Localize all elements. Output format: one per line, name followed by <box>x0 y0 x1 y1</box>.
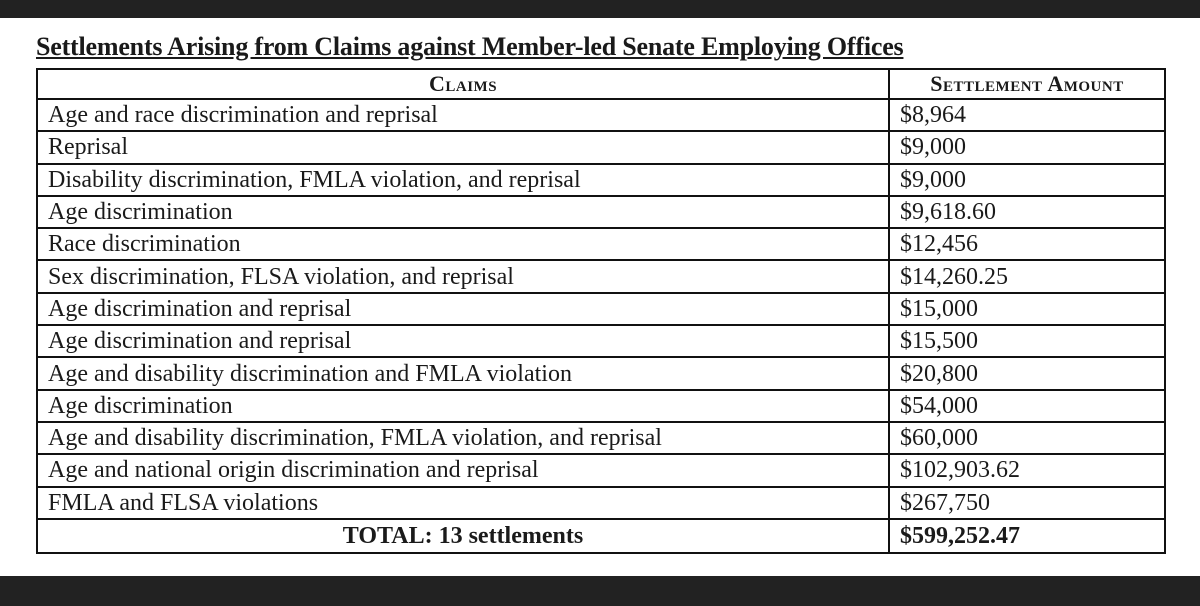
table-row <box>37 228 1165 260</box>
claim-cell: Age discrimination <box>37 390 889 422</box>
amount-cell: $15,500 <box>889 325 1165 357</box>
claim-cell: Age discrimination and reprisal <box>37 325 889 357</box>
table-row <box>37 422 1165 454</box>
table-row <box>37 99 1165 131</box>
document-title: Settlements Arising from Claims against Member-led Senate Employing Offices <box>36 32 904 61</box>
document-page <box>0 18 1200 576</box>
claim-cell: FMLA and FLSA violations <box>37 487 889 519</box>
claim-cell: Age and national origin discrimination and reprisal <box>37 454 889 486</box>
amount-cell: $20,800 <box>889 357 1165 389</box>
total-label: TOTAL: 13 settlements <box>37 519 889 553</box>
claim-cell: Age discrimination <box>37 196 889 228</box>
claims-column-header: Claims <box>37 69 889 99</box>
table-row <box>37 390 1165 422</box>
claim-cell: Sex discrimination, FLSA violation, and reprisal <box>37 260 889 292</box>
amount-cell: $54,000 <box>889 390 1165 422</box>
total-row <box>37 519 1165 553</box>
table-row <box>37 357 1165 389</box>
claim-cell: Reprisal <box>37 131 889 163</box>
settlements-table <box>36 68 1166 554</box>
table-row <box>37 131 1165 163</box>
amount-cell: $8,964 <box>889 99 1165 131</box>
amount-cell: $9,000 <box>889 164 1165 196</box>
amount-cell: $60,000 <box>889 422 1165 454</box>
total-amount: $599,252.47 <box>889 519 1165 553</box>
amount-cell: $12,456 <box>889 228 1165 260</box>
table-row <box>37 260 1165 292</box>
claim-cell: Age and race discrimination and reprisal <box>37 99 889 131</box>
claim-cell: Age and disability discrimination and FMLA violation <box>37 357 889 389</box>
table-row <box>37 487 1165 519</box>
amount-cell: $267,750 <box>889 487 1165 519</box>
amount-cell: $15,000 <box>889 293 1165 325</box>
table-row <box>37 293 1165 325</box>
amount-cell: $14,260.25 <box>889 260 1165 292</box>
amount-cell: $9,618.60 <box>889 196 1165 228</box>
claim-cell: Disability discrimination, FMLA violation, and reprisal <box>37 164 889 196</box>
table-row <box>37 325 1165 357</box>
amount-column-header: Settlement Amount <box>889 69 1165 99</box>
claim-cell: Age and disability discrimination, FMLA violation, and reprisal <box>37 422 889 454</box>
table-row <box>37 164 1165 196</box>
amount-cell: $9,000 <box>889 131 1165 163</box>
table-header-row <box>37 69 1165 99</box>
table-row <box>37 454 1165 486</box>
claim-cell: Age discrimination and reprisal <box>37 293 889 325</box>
amount-cell: $102,903.62 <box>889 454 1165 486</box>
table-row <box>37 196 1165 228</box>
claim-cell: Race discrimination <box>37 228 889 260</box>
